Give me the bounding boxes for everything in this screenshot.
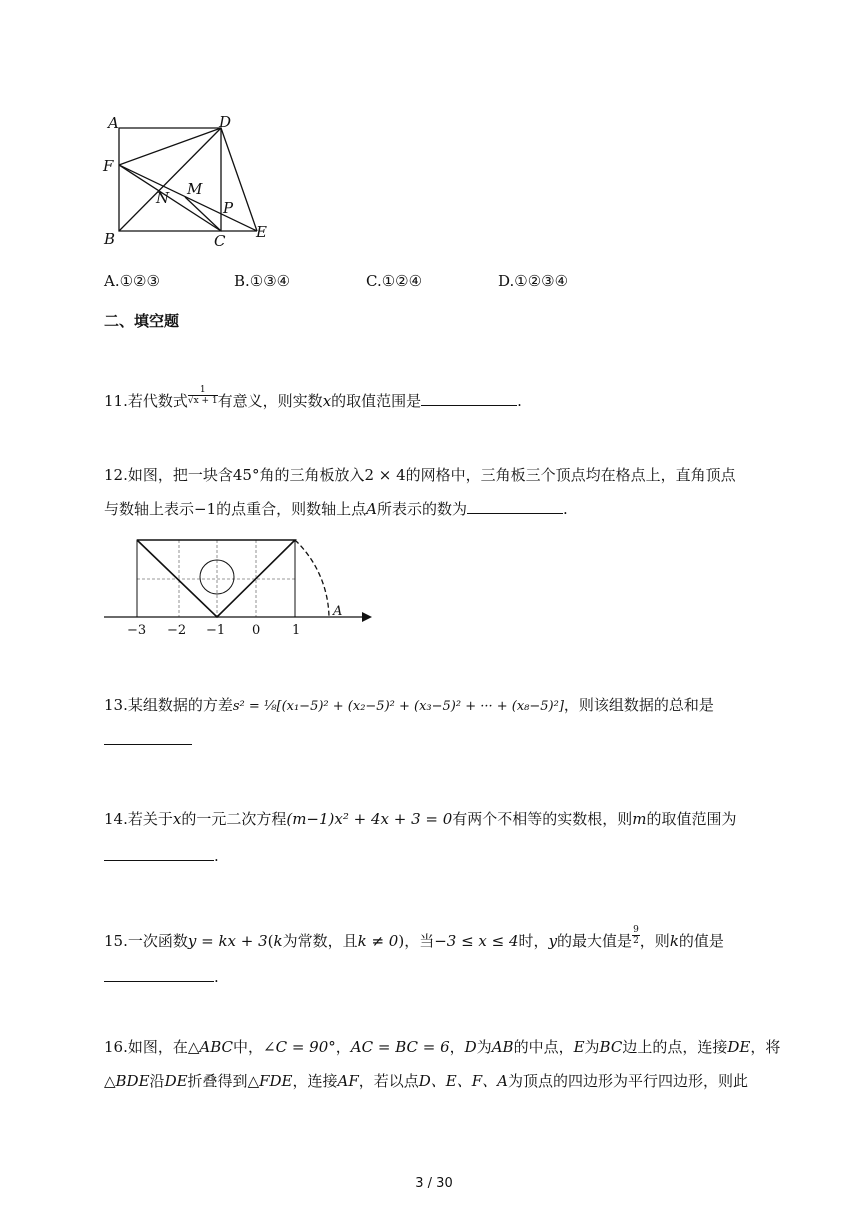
q16-k: 折叠得到 [187, 1072, 248, 1090]
point-a-label: A [333, 604, 343, 619]
q12-end: . [563, 500, 568, 518]
option-a[interactable]: A.①②③ [104, 272, 160, 290]
question-13 [104, 694, 714, 715]
q14-mid1: 的一元二次方程 [181, 810, 287, 828]
q14-mid2: 有两个不相等的实数根，则 [452, 810, 633, 828]
q15-k1: k [273, 932, 283, 950]
label-P: P [223, 199, 234, 217]
q12-text-e: 的点重合，则数轴上点 [216, 500, 367, 518]
tick-neg1: −1 [206, 623, 226, 638]
q12-grid: 2 × 4 [364, 466, 406, 484]
q12-text-d: 与数轴上表示 [104, 500, 195, 518]
q15-answer-line [104, 967, 219, 986]
label-B: B [104, 230, 116, 248]
q16-j: 沿 [149, 1072, 165, 1090]
q14-var: x [172, 810, 182, 828]
q14-equation: (m−1)x² + 4x + 3 = 0 [286, 810, 453, 828]
tick-neg2: −2 [167, 623, 187, 638]
number-line-figure [100, 526, 380, 641]
label-A: A [108, 114, 119, 132]
q16-g: 为 [584, 1038, 600, 1056]
q15-cond: k ≠ 0 [357, 932, 399, 950]
q15-p2: 为常数，且 [282, 932, 358, 950]
q16-sides: AC = BC = 6 [350, 1038, 450, 1056]
q12-point-a: A [366, 500, 377, 518]
q16-l: ，连接 [292, 1072, 338, 1090]
question-14 [104, 808, 737, 829]
q16-de2: DE [164, 1072, 188, 1090]
q15-p4: 时， [518, 932, 549, 950]
q12-text-b: 角的三角板放入 [259, 466, 365, 484]
q15-answer-blank[interactable] [104, 967, 214, 982]
q16-tri2: △BDE [104, 1072, 150, 1090]
q15-p5: 的最大值是 [557, 932, 633, 950]
q16-c: ， [335, 1038, 351, 1056]
q11-suffix: 的取值范围是 [331, 392, 422, 410]
q14-end: . [214, 847, 219, 865]
q16-af: AF [337, 1072, 359, 1090]
q16-tri1: △ABC [187, 1038, 234, 1056]
q16-bc: BC [599, 1038, 623, 1056]
q12-neg1: −1 [194, 500, 217, 518]
q14-answer-line [104, 846, 219, 865]
q13-prefix: 13.某组数据的方差 [104, 696, 233, 714]
q16-tri3: △FDE [247, 1072, 293, 1090]
q16-b: 中， [233, 1038, 264, 1056]
q13-answer-blank[interactable] [104, 730, 192, 745]
q15-p7: 的值是 [678, 932, 724, 950]
question-16-line-1 [104, 1036, 780, 1057]
question-12-line-2 [104, 498, 568, 519]
q11-mid: 有意义，则实数 [217, 392, 323, 410]
q15-prefix: 15.一次函数 [104, 932, 188, 950]
tick-1: 1 [292, 623, 301, 638]
q16-m: ，若以点 [358, 1072, 419, 1090]
q11-var: x [322, 392, 332, 410]
q12-angle: 45° [232, 466, 260, 484]
q16-de: DE [727, 1038, 751, 1056]
q16-f: 的中点， [513, 1038, 574, 1056]
label-M: M [187, 180, 203, 198]
q16-angc: ∠C = 90° [263, 1038, 336, 1056]
q15-p3: )，当 [398, 932, 435, 950]
q11-end: . [517, 392, 522, 410]
q16-pt-e: E [573, 1038, 585, 1056]
q16-pt-d: D [464, 1038, 477, 1056]
question-16-line-2 [104, 1070, 748, 1091]
q11-frac-num: 1 [188, 385, 218, 396]
q14-var2: m [632, 810, 647, 828]
q16-a: 16.如图，在 [104, 1038, 188, 1056]
tick-neg3: −3 [127, 623, 147, 638]
q12-text-a: 12.如图，把一块含 [104, 466, 233, 484]
q15-k2: k [669, 932, 679, 950]
q14-suffix: 的取值范围为 [646, 810, 737, 828]
q16-i: ，将 [750, 1038, 781, 1056]
question-12-line-1 [104, 464, 736, 485]
option-b[interactable]: B.①③④ [234, 272, 291, 290]
q15-frac-num: 9 [633, 924, 639, 935]
label-C: C [214, 232, 226, 250]
q16-d: ， [449, 1038, 465, 1056]
label-D: D [219, 113, 232, 131]
q12-answer-blank[interactable] [467, 499, 563, 514]
tick-0: 0 [252, 623, 261, 638]
q15-fraction [632, 925, 640, 946]
q15-y: y [548, 932, 558, 950]
question-11 [104, 384, 522, 411]
q16-n: 为顶点的四边形为平行四边形，则此 [507, 1072, 748, 1090]
section-title: 二、填空题 [104, 312, 180, 330]
q11-fraction [188, 385, 218, 406]
q16-h: 边上的点，连接 [622, 1038, 728, 1056]
label-N: N [156, 189, 170, 207]
q11-prefix: 11.若代数式 [104, 392, 188, 410]
q15-p1: ( [267, 932, 274, 950]
option-c[interactable]: C.①②④ [366, 272, 423, 290]
option-d[interactable]: D.①②③④ [498, 272, 569, 290]
q14-answer-blank[interactable] [104, 846, 214, 861]
q13-suffix: ，则该组数据的总和是 [563, 696, 714, 714]
q11-answer-blank[interactable] [421, 391, 517, 406]
q16-pts: D、E、F、A [418, 1072, 508, 1090]
q13-formula: s² = ⅛[(x₁−5)² + (x₂−5)² + (x₃−5)² + ··· + (x₈−5)²] [232, 699, 564, 714]
page-number: 3 / 30 [415, 1176, 453, 1191]
q15-p6: ，则 [639, 932, 670, 950]
q15-end: . [214, 968, 219, 986]
q11-frac-den: √x + 1 [187, 395, 218, 406]
q16-ab: AB [491, 1038, 514, 1056]
question-15 [104, 924, 724, 951]
geometry-figure-square [100, 110, 280, 250]
label-E: E [256, 223, 267, 241]
q12-text-c: 的网格中，三角板三个顶点均在格点上，直角顶点 [405, 466, 736, 484]
q15-range: −3 ≤ x ≤ 4 [434, 932, 519, 950]
q14-prefix: 14.若关于 [104, 810, 173, 828]
q15-func: y = kx + 3 [187, 932, 268, 950]
q15-frac-den: 2 [633, 935, 639, 946]
q16-e: 为 [476, 1038, 492, 1056]
q12-text-f: 所表示的数为 [377, 500, 468, 518]
label-F: F [103, 157, 114, 175]
